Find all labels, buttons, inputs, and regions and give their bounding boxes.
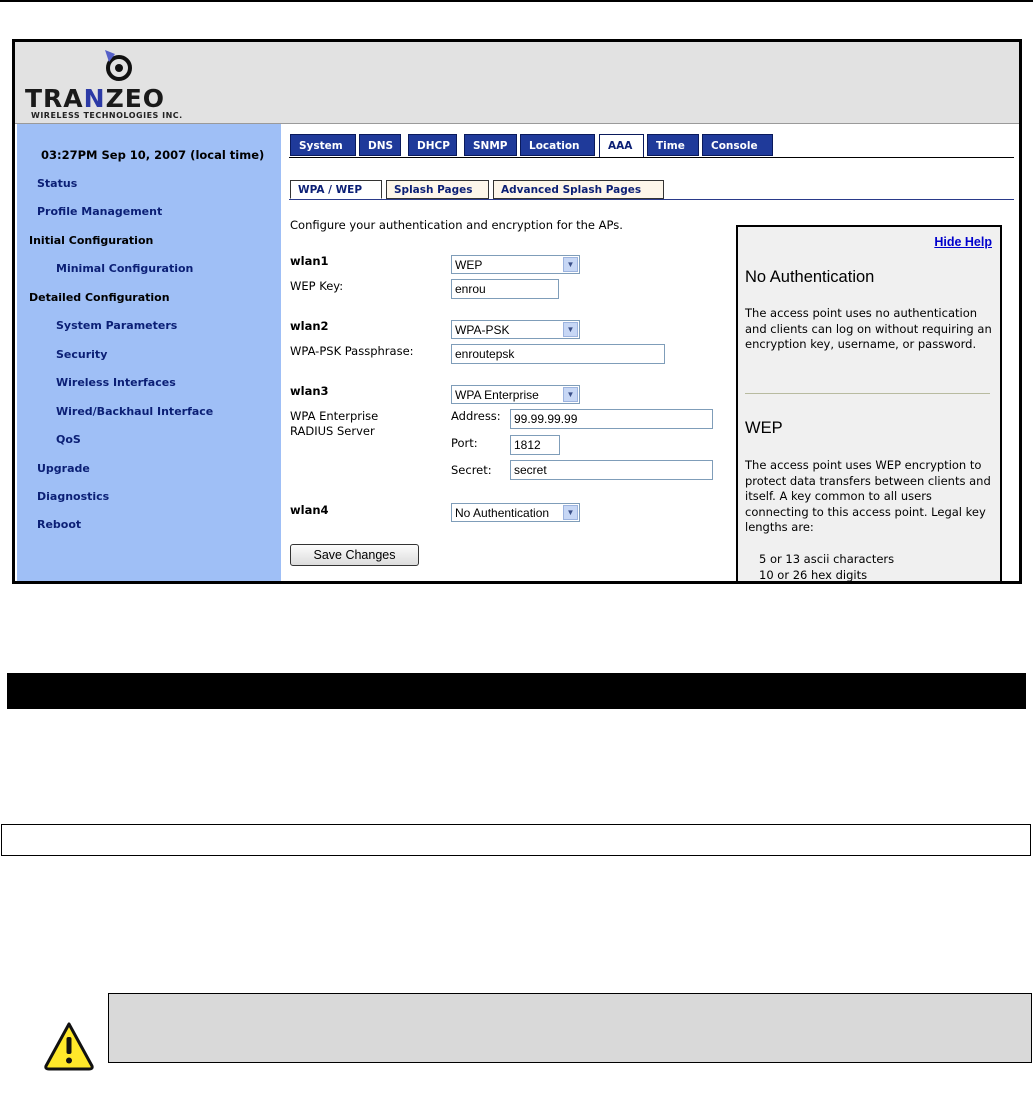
sidebar-item-minimal-configuration[interactable]: Minimal Configuration: [56, 262, 194, 275]
help-panel: [736, 225, 1002, 584]
hide-help-link[interactable]: Hide Help: [934, 235, 992, 249]
sidebar-item-diagnostics[interactable]: Diagnostics: [37, 490, 110, 503]
wpa-psk-passphrase-label: WPA-PSK Passphrase:: [290, 344, 414, 358]
tranzeo-logo-icon: [101, 48, 137, 82]
logo-subtitle: WIRELESS TECHNOLOGIES INC.: [31, 111, 183, 120]
help-wep-title: WEP: [745, 419, 783, 437]
tab-aaa[interactable]: AAA: [599, 134, 644, 158]
chevron-down-icon: ▼: [563, 505, 578, 520]
subtab-advanced-splash-pages[interactable]: Advanced Splash Pages: [493, 180, 664, 199]
subtab-splash-pages[interactable]: Splash Pages: [386, 180, 489, 199]
wpa-psk-passphrase-input[interactable]: enroutepsk: [451, 344, 665, 364]
wep-key-label: WEP Key:: [290, 279, 344, 293]
subtab-strip-rule: [289, 199, 1014, 200]
section-heading-bar: [7, 673, 1026, 709]
radius-server-label-2: RADIUS Server: [290, 424, 375, 438]
app-header: [15, 42, 1019, 124]
save-changes-button[interactable]: Save Changes: [290, 544, 419, 566]
help-wep-item-2: 10 or 26 hex digits: [759, 568, 868, 582]
tab-system[interactable]: System: [290, 134, 356, 156]
sidebar: [17, 124, 281, 584]
wlan1-label: wlan1: [290, 254, 329, 268]
tab-dns[interactable]: DNS: [359, 134, 401, 156]
radius-secret-label: Secret:: [451, 463, 492, 477]
page-top-rule: [0, 0, 1033, 2]
sidebar-item-status[interactable]: Status: [37, 177, 78, 190]
sidebar-item-qos[interactable]: QoS: [56, 433, 81, 446]
chevron-down-icon: ▼: [563, 322, 578, 337]
radius-port-label: Port:: [451, 436, 478, 450]
wlan3-mode-select[interactable]: WPA Enterprise ▼: [451, 385, 580, 404]
subtab-wpa-wep[interactable]: WPA / WEP: [290, 180, 382, 199]
clock-text: 03:27PM Sep 10, 2007 (local time): [41, 148, 265, 162]
tab-dhcp[interactable]: DHCP: [408, 134, 457, 156]
wlan2-label: wlan2: [290, 319, 329, 333]
tab-snmp[interactable]: SNMP: [464, 134, 517, 156]
wlan4-label: wlan4: [290, 503, 329, 517]
sidebar-item-security[interactable]: Security: [56, 348, 108, 361]
help-no-auth-title: No Authentication: [745, 268, 875, 286]
help-wep-body: The access point uses WEP encryption to protect data transfers between clients and itself. A key common to all users connecting to this access point. Legal key lengths are:: [745, 458, 991, 534]
sidebar-section-initial-configuration: Initial Configuration: [29, 234, 154, 247]
radius-server-label-1: WPA Enterprise: [290, 409, 379, 423]
tab-time[interactable]: Time: [647, 134, 699, 156]
sidebar-item-upgrade[interactable]: Upgrade: [37, 462, 90, 475]
radius-address-label: Address:: [451, 409, 501, 423]
radius-port-input[interactable]: 1812: [510, 435, 560, 455]
help-divider: [745, 393, 990, 394]
screenshot-frame: [12, 39, 1022, 584]
intro-text: Configure your authentication and encryption for the APs.: [290, 218, 623, 232]
help-wep-item-1: 5 or 13 ascii characters: [759, 552, 895, 566]
tab-location[interactable]: Location: [520, 134, 595, 156]
sidebar-item-system-parameters[interactable]: System Parameters: [56, 319, 178, 332]
tab-strip-rule: [289, 157, 1014, 158]
help-no-auth-body: The access point uses no authentication and clients can log on without requiring an encryption key, username, or password.: [745, 306, 992, 351]
radius-address-input[interactable]: 99.99.99.99: [510, 409, 713, 429]
sidebar-item-wired-backhaul-interface[interactable]: Wired/Backhaul Interface: [56, 405, 214, 418]
sidebar-item-profile-management[interactable]: Profile Management: [37, 205, 163, 218]
logo-wordmark: TRANZEO: [25, 84, 166, 113]
wlan1-mode-select[interactable]: WEP ▼: [451, 255, 580, 274]
sidebar-item-wireless-interfaces[interactable]: Wireless Interfaces: [56, 376, 176, 389]
wep-key-input[interactable]: enrou: [451, 279, 559, 299]
chevron-down-icon: ▼: [563, 257, 578, 272]
tab-console[interactable]: Console: [702, 134, 773, 156]
sidebar-item-reboot[interactable]: Reboot: [37, 518, 82, 531]
wlan2-mode-select[interactable]: WPA-PSK ▼: [451, 320, 580, 339]
chevron-down-icon: ▼: [563, 387, 578, 402]
sidebar-section-detailed-configuration: Detailed Configuration: [29, 291, 170, 304]
warning-icon: [43, 1021, 95, 1071]
empty-frame-box: [1, 824, 1031, 856]
wlan4-mode-select[interactable]: No Authentication ▼: [451, 503, 580, 522]
warning-note-box: [108, 993, 1032, 1063]
wlan3-label: wlan3: [290, 384, 329, 398]
radius-secret-input[interactable]: secret: [510, 460, 713, 480]
